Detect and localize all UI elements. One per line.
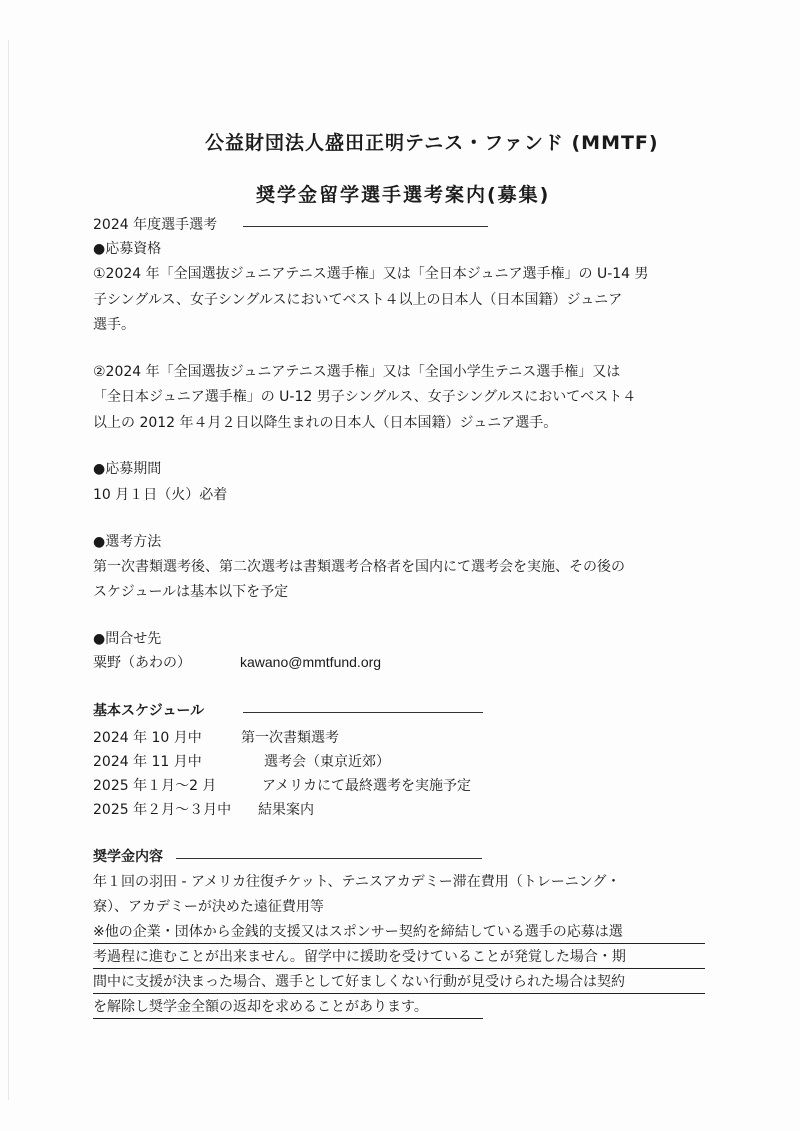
scholarship-heading: 奨学金内容 — [93, 849, 163, 865]
contact-name: 粟野（あわの） — [93, 655, 191, 671]
eligibility-item2-line2: 「全日本ジュニア選手権」の U-12 男子シングルス、女子シングルスにおいてベスト４ — [93, 389, 637, 405]
eligibility-item1-line2: 子シングルス、女子シングルスにおいてベスト４以上の日本人（日本国籍）ジュニア — [93, 292, 623, 308]
selection-heading: 2024 年度選手選考 — [93, 217, 218, 233]
eligibility-item2-line1: ②2024 年「全国選抜ジュニアテニス選手権」又は「全国小学生テニス選手権」又は — [93, 364, 621, 380]
schedule-desc: 第一次書類選考 — [241, 730, 339, 746]
schedule-heading: 基本スケジュール — [93, 703, 205, 719]
selection-heading-rule — [243, 226, 488, 227]
scan-edge-line — [8, 40, 9, 1100]
eligibility-item1-line3: 選手。 — [93, 317, 135, 333]
method-line1: 第一次書類選考後、第二次選考は書類選考合格者を国内にて選考会を実施、その後の — [93, 559, 625, 575]
contact-email-link[interactable]: kawano@mmtfund.org — [240, 654, 382, 670]
schedule-heading-rule — [243, 712, 483, 713]
method-line2: スケジュールは基本以下を予定 — [93, 584, 289, 600]
scholarship-line1: 年１回の羽田 - アメリカ往復チケット、テニスアカデミー滞在費用（トレーニング・ — [93, 874, 621, 890]
schedule-desc: 選考会（東京近郊） — [264, 754, 390, 770]
document-subtitle: 奨学金留学選手選考案内(募集) — [256, 184, 551, 206]
note-underline — [93, 1018, 483, 1019]
note-underline — [93, 943, 705, 944]
eligibility-item2-line3: 以上の 2012 年４月２日以降生まれの日本人（日本国籍）ジュニア選手。 — [93, 415, 558, 431]
scholarship-note-line3: 間中に支援が決まった場合、選手として好ましくない行動が見受けられた場合は契約 — [93, 974, 625, 990]
scholarship-heading-rule — [176, 858, 482, 859]
eligibility-item1-line1: ①2024 年「全国選抜ジュニアテニス選手権」又は「全日本ジュニア選手権」の U-14 男 — [93, 266, 649, 282]
schedule-date: 2025 年２月～３月中 — [93, 802, 232, 818]
schedule-date: 2024 年 10 月中 — [93, 730, 202, 746]
document-title: 公益財団法人盛田正明テニス・ファンド (MMTF) — [205, 132, 659, 154]
schedule-desc: アメリカにて最終選考を実施予定 — [262, 778, 472, 794]
schedule-date: 2025 年１月～2 月 — [93, 778, 217, 794]
note-underline — [93, 993, 705, 994]
schedule-desc: 結果案内 — [258, 802, 314, 818]
period-heading: ●応募期間 — [93, 461, 162, 477]
scholarship-note-line2: 考過程に進むことが出来ません。留学中に援助を受けていることが発覚した場合・期 — [93, 949, 626, 965]
note-underline — [93, 968, 705, 969]
schedule-date: 2024 年 11 月中 — [93, 754, 202, 770]
scholarship-note-line1: ※他の企業・団体から金銭的支援又はスポンサー契約を締結している選手の応募は選 — [93, 924, 623, 940]
method-heading: ●選考方法 — [93, 534, 162, 550]
eligibility-heading: ●応募資格 — [93, 241, 162, 257]
contact-heading: ●問合せ先 — [93, 631, 162, 647]
period-text: 10 月１日（火）必着 — [93, 487, 228, 503]
scholarship-note-line4: を解除し奨学金全額の返却を求めることがあります。 — [93, 999, 428, 1015]
scholarship-line2: 寮）、アカデミーが決めた遠征費用等 — [93, 899, 324, 915]
